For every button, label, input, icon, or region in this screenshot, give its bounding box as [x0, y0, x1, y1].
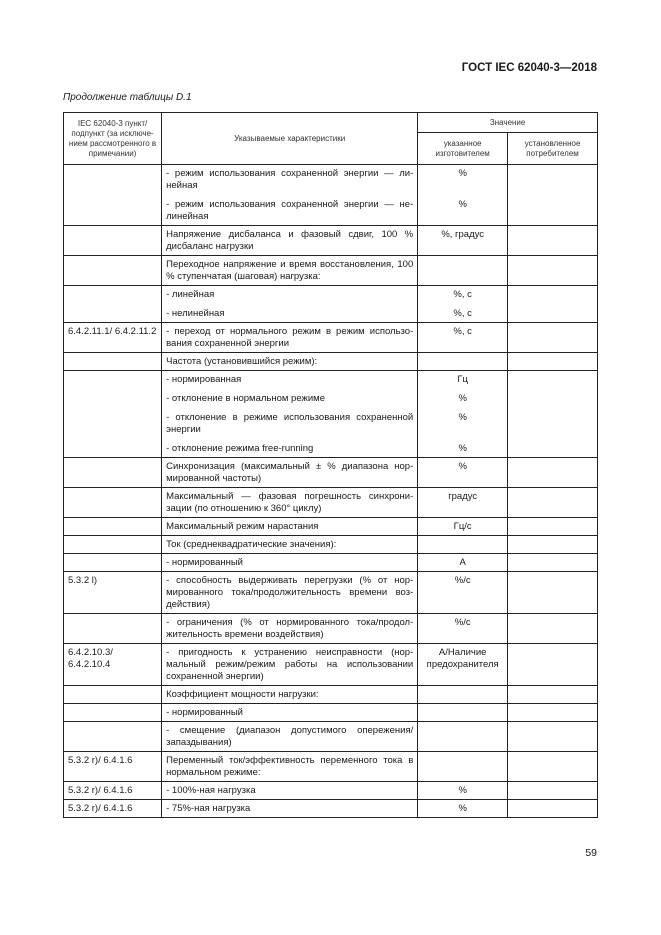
clause-cell — [64, 165, 162, 226]
table-row — [64, 644, 598, 686]
consumer-value-cell — [508, 323, 598, 353]
characteristic-text: Напряжение дисбаланса и фазовый сдвиг, 100 % дисбаланс нагрузки — [166, 229, 414, 252]
characteristic-text: Максимальный — фазовая погрешность синхрони- зации (по отношению к 360° циклу) — [166, 491, 414, 514]
characteristic-cell — [162, 353, 418, 371]
consumer-value-cell — [508, 722, 598, 752]
value-text: % — [458, 393, 467, 404]
consumer-value-cell — [508, 518, 598, 536]
value-text: А/Наличие предохранителя — [426, 647, 499, 670]
manufacturer-value-cell — [418, 782, 508, 800]
manufacturer-value-cell — [418, 800, 508, 818]
characteristic-cell — [162, 286, 418, 323]
characteristic-text: - отклонение режима free-running — [166, 443, 314, 454]
table-row — [64, 704, 598, 722]
characteristic-cell — [162, 323, 418, 353]
standard-code: ГОСТ IEC 62040-3—2018 — [461, 62, 597, 74]
table-row — [64, 782, 598, 800]
header-characteristics: Указываемые характеристики — [162, 113, 418, 165]
consumer-value-cell — [508, 458, 598, 488]
page-number: 59 — [585, 847, 597, 859]
manufacturer-value-cell — [418, 572, 508, 614]
characteristic-text: - отклонение в режиме использования сохраненной энергии — [166, 412, 414, 435]
clause-cell — [64, 722, 162, 752]
header-value: Значение — [418, 113, 598, 133]
clause-cell — [64, 536, 162, 554]
consumer-value-cell — [508, 686, 598, 704]
characteristic-cell — [162, 554, 418, 572]
value-text: %, с — [453, 308, 472, 319]
table-row — [64, 165, 598, 226]
characteristic-text: - нормированная — [166, 374, 242, 385]
consumer-value-cell — [508, 353, 598, 371]
clause-cell — [64, 371, 162, 458]
characteristic-cell — [162, 458, 418, 488]
value-text: % — [458, 461, 467, 472]
clause-cell — [64, 518, 162, 536]
characteristic-text: - режим использования сохраненной энергии — не- линейная — [166, 199, 414, 222]
clause-cell — [64, 226, 162, 256]
characteristic-text: - нормированный — [166, 557, 243, 568]
manufacturer-value-cell — [418, 371, 508, 458]
value-text: % — [458, 785, 467, 796]
characteristic-cell — [162, 704, 418, 722]
consumer-value-cell — [508, 752, 598, 782]
table-row — [64, 371, 598, 458]
characteristic-cell — [162, 256, 418, 286]
clause-cell: 6.4.2.11.1/ 6.4.2.11.2 — [64, 323, 162, 353]
value-text: % — [458, 168, 467, 179]
characteristic-cell — [162, 782, 418, 800]
characteristic-text: Ток (среднеквадратические значения): — [166, 539, 337, 550]
value-text: %/с — [454, 617, 471, 628]
manufacturer-value-cell — [418, 286, 508, 323]
clause-cell: 5.3.2 r)/ 6.4.1.6 — [64, 782, 162, 800]
table-row — [64, 323, 598, 353]
clause-cell: 6.4.2.10.3/ 6.4.2.10.4 — [64, 644, 162, 686]
characteristic-text: - режим использования сохраненной энергии — ли- нейная — [166, 168, 414, 191]
value-text: %, градус — [441, 229, 485, 240]
manufacturer-value-cell — [418, 704, 508, 722]
manufacturer-value-cell — [418, 488, 508, 518]
characteristic-cell — [162, 518, 418, 536]
value-text: градус — [448, 491, 478, 502]
characteristic-text: - отклонение в нормальном режиме — [166, 393, 325, 404]
value-text: % — [458, 199, 467, 210]
value-text: % — [458, 443, 467, 454]
manufacturer-value-cell — [418, 536, 508, 554]
characteristic-text: - нормированный — [166, 707, 243, 718]
consumer-value-cell — [508, 572, 598, 614]
characteristic-cell — [162, 165, 418, 226]
characteristic-cell — [162, 644, 418, 686]
characteristic-text: Коэффициент мощности нагрузки: — [166, 689, 319, 700]
characteristic-text: - линейная — [166, 289, 215, 300]
clause-cell — [64, 554, 162, 572]
table-row — [64, 614, 598, 644]
value-text: %/с — [454, 575, 471, 586]
table-row — [64, 800, 598, 818]
manufacturer-value-cell — [418, 458, 508, 488]
characteristic-text: - нелинейная — [166, 308, 225, 319]
table-row — [64, 226, 598, 256]
header-consumer: установленное потребителем — [508, 133, 598, 165]
clause-cell: 5.3.2 l) — [64, 572, 162, 614]
consumer-value-cell — [508, 165, 598, 226]
table-row — [64, 518, 598, 536]
table-caption: Продолжение таблицы D.1 — [63, 92, 192, 103]
manufacturer-value-cell — [418, 353, 508, 371]
value-text: % — [458, 803, 467, 814]
consumer-value-cell — [508, 704, 598, 722]
characteristic-cell — [162, 536, 418, 554]
manufacturer-value-cell — [418, 165, 508, 226]
characteristic-text: - переход от нормального режим в режим использо- вания сохраненной энергии — [166, 326, 414, 349]
table-row — [64, 488, 598, 518]
consumer-value-cell — [508, 554, 598, 572]
clause-cell — [64, 286, 162, 323]
characteristic-text: - 75%-ная нагрузка — [166, 803, 251, 814]
manufacturer-value-cell — [418, 752, 508, 782]
header-manufacturer: указанное изготовителем — [418, 133, 508, 165]
characteristic-cell — [162, 722, 418, 752]
consumer-value-cell — [508, 256, 598, 286]
manufacturer-value-cell — [418, 226, 508, 256]
clause-cell — [64, 353, 162, 371]
characteristic-text: Переходное напряжение и время восстановления, 100 % ступенчатая (шаговая) нагрузка: — [166, 259, 414, 282]
manufacturer-value-cell — [418, 518, 508, 536]
value-text: %, с — [453, 326, 472, 337]
manufacturer-value-cell — [418, 722, 508, 752]
consumer-value-cell — [508, 800, 598, 818]
clause-cell — [64, 686, 162, 704]
clause-cell — [64, 704, 162, 722]
manufacturer-value-cell — [418, 686, 508, 704]
manufacturer-value-cell — [418, 256, 508, 286]
consumer-value-cell — [508, 614, 598, 644]
characteristic-text: Частота (установившийся режим): — [166, 356, 318, 367]
characteristic-cell — [162, 752, 418, 782]
value-text: Гц/с — [453, 521, 472, 532]
manufacturer-value-cell — [418, 614, 508, 644]
specification-table — [63, 112, 598, 818]
characteristic-text: - способность выдерживать перегрузки (% от нор- мированного тока/продолжительность времени воз- действия) — [166, 575, 414, 610]
characteristic-cell — [162, 614, 418, 644]
clause-cell: 5.3.2 r)/ 6.4.1.6 — [64, 800, 162, 818]
consumer-value-cell — [508, 371, 598, 458]
clause-cell — [64, 256, 162, 286]
table-body — [64, 165, 598, 818]
table-row — [64, 722, 598, 752]
header-clause: IEC 62040-3 пункт/ подпункт (за исключе- нием рассмотренного в примечании) — [64, 113, 162, 165]
characteristic-cell — [162, 686, 418, 704]
characteristic-text: Переменный ток/эффективность переменного тока в нормальном режиме: — [166, 755, 414, 778]
characteristic-cell — [162, 488, 418, 518]
table-row — [64, 686, 598, 704]
value-text: А — [459, 557, 466, 568]
characteristic-text: Синхронизация (максимальный ± % диапазона нор- мированной частоты) — [166, 461, 414, 484]
characteristic-cell — [162, 572, 418, 614]
value-text: Гц — [457, 374, 468, 385]
characteristic-text: Максимальный режим нарастания — [166, 521, 319, 532]
table-row — [64, 572, 598, 614]
characteristic-text: - 100%-ная нагрузка — [166, 785, 256, 796]
characteristic-cell — [162, 226, 418, 256]
manufacturer-value-cell — [418, 554, 508, 572]
table-row — [64, 286, 598, 323]
table-row — [64, 752, 598, 782]
characteristic-cell — [162, 800, 418, 818]
clause-cell — [64, 488, 162, 518]
clause-cell — [64, 458, 162, 488]
value-text: %, с — [453, 289, 472, 300]
manufacturer-value-cell — [418, 323, 508, 353]
consumer-value-cell — [508, 286, 598, 323]
consumer-value-cell — [508, 226, 598, 256]
table-row — [64, 458, 598, 488]
table-row — [64, 536, 598, 554]
characteristic-text: - пригодность к устранению неисправности (нор- мальный режим/режим работы на использовании сохраненной энергии) — [166, 647, 414, 682]
characteristic-text: - ограничения (% от нормированного тока/продол- жительность времени воздействия) — [166, 617, 414, 640]
manufacturer-value-cell — [418, 644, 508, 686]
characteristic-text: - смещение (диапазон допустимого опережения/ запаздывания) — [166, 725, 414, 748]
value-text: % — [458, 412, 467, 423]
clause-cell — [64, 614, 162, 644]
consumer-value-cell — [508, 644, 598, 686]
consumer-value-cell — [508, 782, 598, 800]
table-row — [64, 256, 598, 286]
table-row — [64, 554, 598, 572]
consumer-value-cell — [508, 488, 598, 518]
characteristic-cell — [162, 371, 418, 458]
clause-cell: 5.3.2 r)/ 6.4.1.6 — [64, 752, 162, 782]
consumer-value-cell — [508, 536, 598, 554]
table-row — [64, 353, 598, 371]
